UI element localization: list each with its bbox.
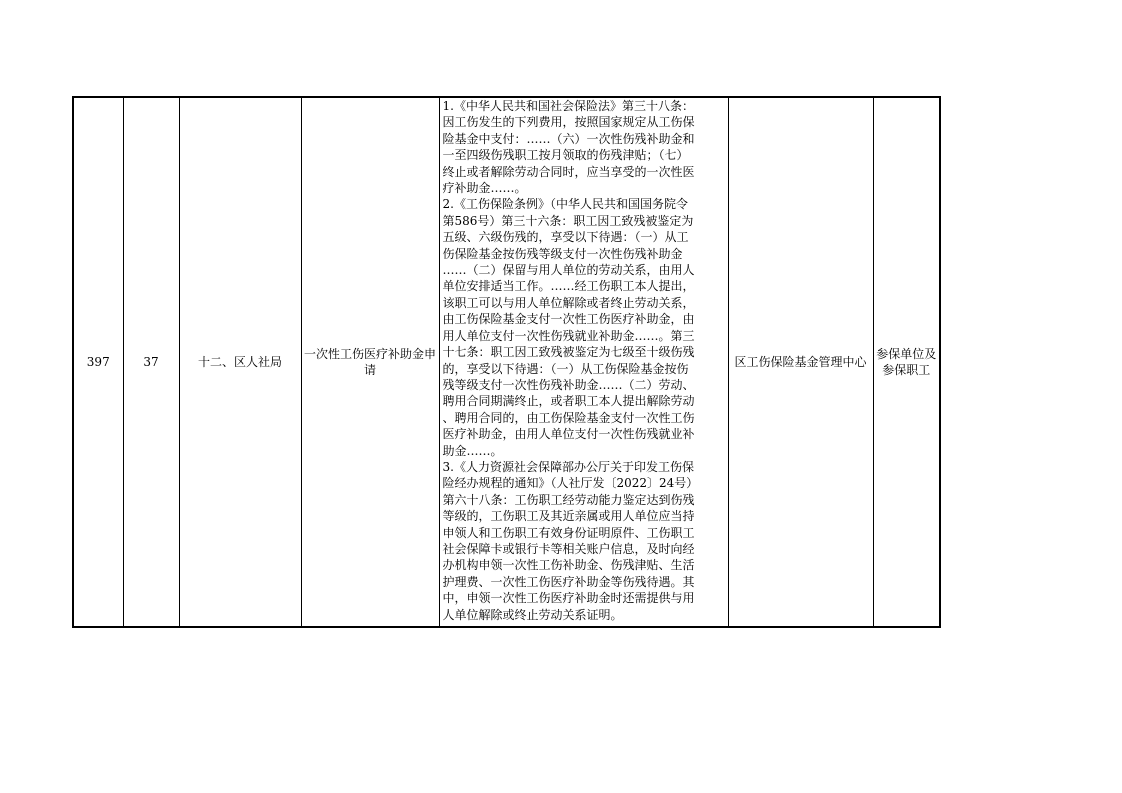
legal-basis-cell — [439, 97, 728, 627]
item-name-cell — [301, 97, 439, 627]
item-table — [72, 96, 941, 628]
item-name: 一次性工伤医疗补助金申请 — [303, 346, 436, 377]
sub-serial-cell — [123, 97, 179, 627]
legal-basis-item-2: 2.《工伤保险条例》（中华人民共和国国务院令 第586号）第三十六条：职工因工致残被鉴定为 五级、六级伤残的，享受以下待遇：（一）从工 伤保险基金按伤残等级支付一次性伤残补助金 ……（二）保留与用人单位的劳动关系，由用人 单位安排适当工作。……经工伤职工本人提出， 该职工可以与用人单位解除或者终止劳动关系， 由工伤保险基金支付一次性工伤医疗补助金，由 用人单位支付一次性伤残就业补助金……。第三 十七条：职工因工致残被鉴定为七级至十级伤残 的，享受以下待遇：（一）从工伤保险基金按伤 残等级支付一次性伤残补助金……（二）劳动、 聘用合同期满终止，或者职工本人提出解除劳动 、聘用合同的，由工伤保险基金支付一次性工伤 医疗补助金，由用人单位支付一次性伤残就业补 助金……。 — [442, 197, 695, 458]
department-name: 十二、区人社局 — [197, 354, 282, 369]
serial-cell — [73, 97, 123, 627]
sub-serial-number: 37 — [143, 354, 159, 369]
handling-agency: 区工伤保险基金管理中心 — [734, 354, 867, 369]
legal-basis-item-3: 3.《人力资源社会保障部办公厅关于印发工伤保 险经办规程的通知》（人社厅发〔2022〕24号） 第六十八条：工伤职工经劳动能力鉴定达到伤残 等级的，工伤职工及其近亲属或用人单位应当持 申领人和工伤职工有效身份证明原件、工伤职工 社会保障卡或银行卡等相关账户信息，及时向经 办机构申领一次性工伤补助金、伤残津贴、生活 护理费、一次性工伤医疗补助金等伤残待遇。其 中，申领一次性工伤医疗补助金时还需提供与用 人单位解除或终止劳动关系证明。 — [442, 459, 699, 622]
table-row — [73, 97, 940, 627]
target-cell — [873, 97, 940, 627]
legal-basis-item-1: 1.《中华人民共和国社会保险法》第三十八条： 因工伤发生的下列费用，按照国家规定从工伤保 险基金中支付：……（六）一次性伤残补助金和 一至四级伤残职工按月领取的伤残津贴；（七） 终止或者解除劳动合同时，应当享受的一次性医 疗补助金……。 — [442, 99, 695, 196]
target-audience: 参保单位及参保职工 — [876, 346, 937, 377]
serial-number: 397 — [86, 354, 110, 369]
handling-agency-cell — [728, 97, 873, 627]
department-cell — [179, 97, 301, 627]
